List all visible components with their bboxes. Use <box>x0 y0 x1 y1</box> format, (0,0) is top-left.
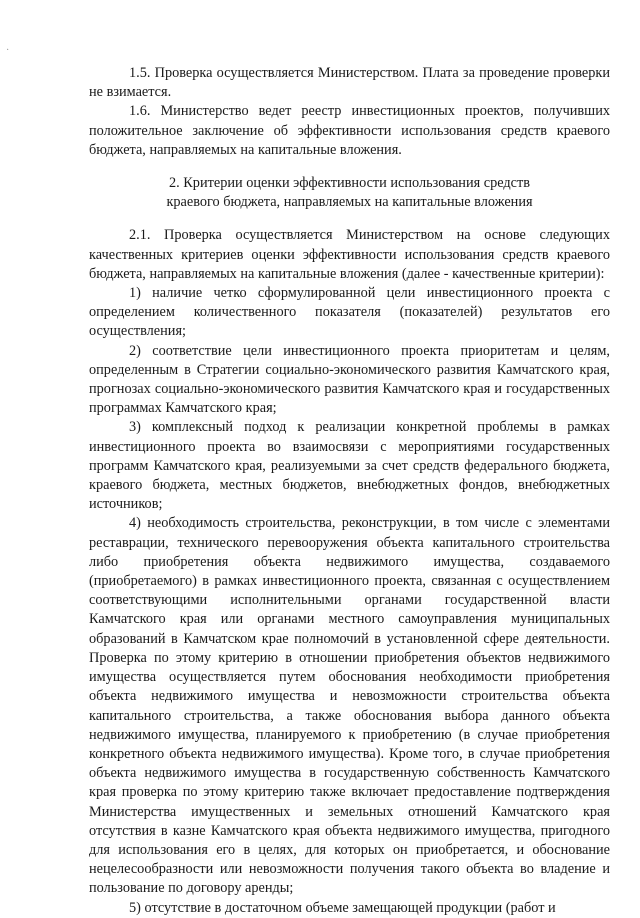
criterion-2: 2) соответствие цели инвестиционного проекта приоритетам и целям, определенным в Стратегии социально-экономического развития Камчатского края, прогнозах социально-экономического развития Камчатского края и государственных программах Камчатского края; <box>89 342 610 417</box>
margin-mark: · <box>6 45 10 56</box>
document-body <box>89 64 610 918</box>
criterion-4: 4) необходимость строительства, реконструкции, в том числе с элементами реставрации, технического перевооружения объекта капитального строительства либо приобретения объекта недвижимого имущества, создаваемого (приобретаемого) в рамках инвестиционного проекта, связанная с осуществлением соответствующими исполнительными органами государственной власти Камчатского края или органами местного самоуправления муниципальных образований в Камчатском крае полномочий в установленной сфере деятельности. Проверка по этому критерию в отношении приобретения объектов недвижимого имущества осуществляется путем обоснования необходимости приобретения объекта недвижимого имущества и невозможности строительства объекта капитального строительства, а также обоснования выбора данного объекта недвижимого имущества, планируемого к приобретению (в случае приобретения конкретного объекта недвижимого имущества). Кроме того, в случае приобретения объекта недвижимого имущества в государственную собственность Камчатского края проверка по этому критерию также включает предоставление подтверждения Министерства имущественных и земельных отношений Камчатского края отсутствия в казне Камчатского края объекта недвижимого имущества, пригодного для использования его в целях, для которых он приобретается, и обоснование нецелесообразности или невозможности получения такого объекта во владение и пользование по договору аренды; <box>89 515 610 897</box>
section-heading-line-2: краевого бюджета, направляемых на капитальные вложения <box>166 194 533 211</box>
criterion-3: 3) комплексный подход к реализации конкретной проблемы в рамках инвестиционного проекта во взаимосвязи с мероприятиями государственных программ Камчатского края, реализуемыми за счет средств федерального бюджета, краевого бюджета, местных бюджетов, внебюджетных фондов, внебюджетных источников; <box>89 419 610 513</box>
section-heading-line-1: 2. Критерии оценки эффективности использования средств <box>168 175 531 192</box>
criterion-1: 1) наличие четко сформулированной цели инвестиционного проекта с определением количественного показателя (показателей) результатов его осуществления; <box>89 285 610 340</box>
paragraph-1-5: 1.5. Проверка осуществляется Министерством. Плата за проведение проверки не взимается. <box>89 65 610 101</box>
paragraph-1-6: 1.6. Министерство ведет реестр инвестиционных проектов, получивших положительное заключение об эффективности использования средств краевого бюджета, направляемых на капитальные вложения. <box>89 103 610 158</box>
criterion-5: 5) отсутствие в достаточном объеме замещающей продукции (работ и <box>129 899 556 916</box>
paragraph-2-1: 2.1. Проверка осуществляется Министерством на основе следующих качественных критериев оценки эффективности использования средств краевого бюджета, направляемых на капитальные вложения (далее - качественные критерии): <box>89 227 610 282</box>
section-heading <box>89 174 610 212</box>
spacer <box>89 212 610 226</box>
spacer <box>89 160 610 174</box>
